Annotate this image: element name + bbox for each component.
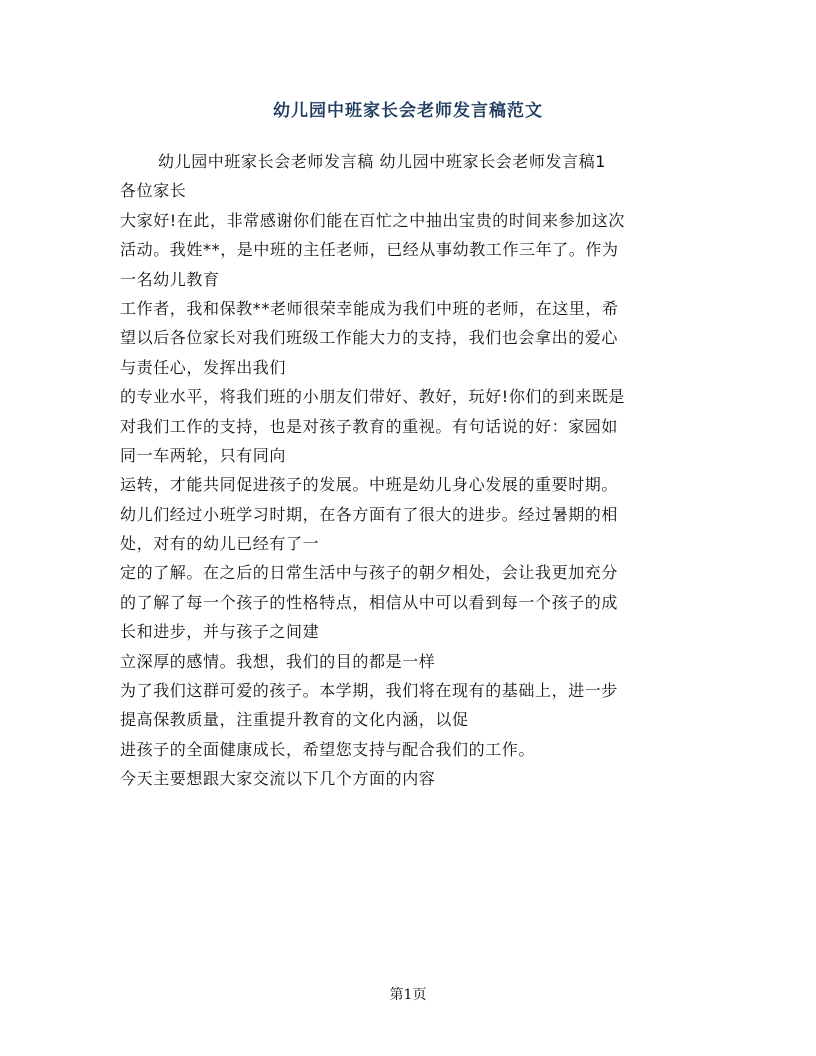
- body-line: 立深厚的感情。我想，我们的目的都是一样: [120, 651, 436, 671]
- body-line: 进孩子的全面健康成长，希望您支持与配合我们的工作。: [120, 739, 536, 759]
- body-line: 今天主要想跟大家交流以下几个方面的内容: [120, 769, 436, 789]
- body-line: 与责任心，发挥出我们: [120, 357, 287, 377]
- body-line: 大家好!在此，非常感谢你们能在百忙之中抽出宝贵的时间来参加这次: [120, 210, 626, 230]
- body-line: 一名幼儿教育: [120, 269, 220, 289]
- body-line: 的了解了每一个孩子的性格特点，相信从中可以看到每一个孩子的成: [120, 592, 619, 612]
- document-title: 幼儿园中班家长会老师发言稿范文: [273, 101, 543, 121]
- body-line: 幼儿们经过小班学习时期，在各方面有了很大的进步。经过暑期的相: [120, 504, 619, 524]
- body-line: 幼儿园中班家长会老师发言稿 幼儿园中班家长会老师发言稿1: [158, 152, 607, 171]
- body-line: 为了我们这群可爱的孩子。本学期，我们将在现有的基础上，进一步: [120, 681, 619, 701]
- body-line: 运转，才能共同促进孩子的发展。中班是幼儿身心发展的重要时期。: [120, 475, 619, 495]
- body-line: 各位家长: [120, 181, 187, 201]
- body-line: 的专业水平，将我们班的小朋友们带好、教好，玩好!你们的到来既是: [120, 387, 626, 407]
- page-number: 第1页: [389, 987, 427, 1003]
- body-line: 处，对有的幼儿已经有了一: [120, 534, 320, 554]
- body-line: 长和进步，并与孩子之间建: [120, 622, 320, 642]
- body-line: 工作者，我和保教**老师很荣幸能成为我们中班的老师，在这里，希: [120, 298, 619, 318]
- body-line: 活动。我姓**，是中班的主任老师，已经从事幼教工作三年了。作为: [120, 240, 619, 260]
- body-line: 定的了解。在之后的日常生活中与孩子的朝夕相处，会让我更加充分: [120, 563, 619, 583]
- body-line: 提高保教质量，注重提升教育的文化内涵，以促: [120, 710, 469, 730]
- body-line: 望以后各位家长对我们班级工作能大力的支持，我们也会拿出的爱心: [120, 328, 619, 348]
- body-line: 同一车两轮，只有同向: [120, 445, 287, 465]
- body-line: 对我们工作的支持，也是对孩子教育的重视。有句话说的好：家园如: [120, 416, 619, 436]
- document-body: [120, 147, 700, 794]
